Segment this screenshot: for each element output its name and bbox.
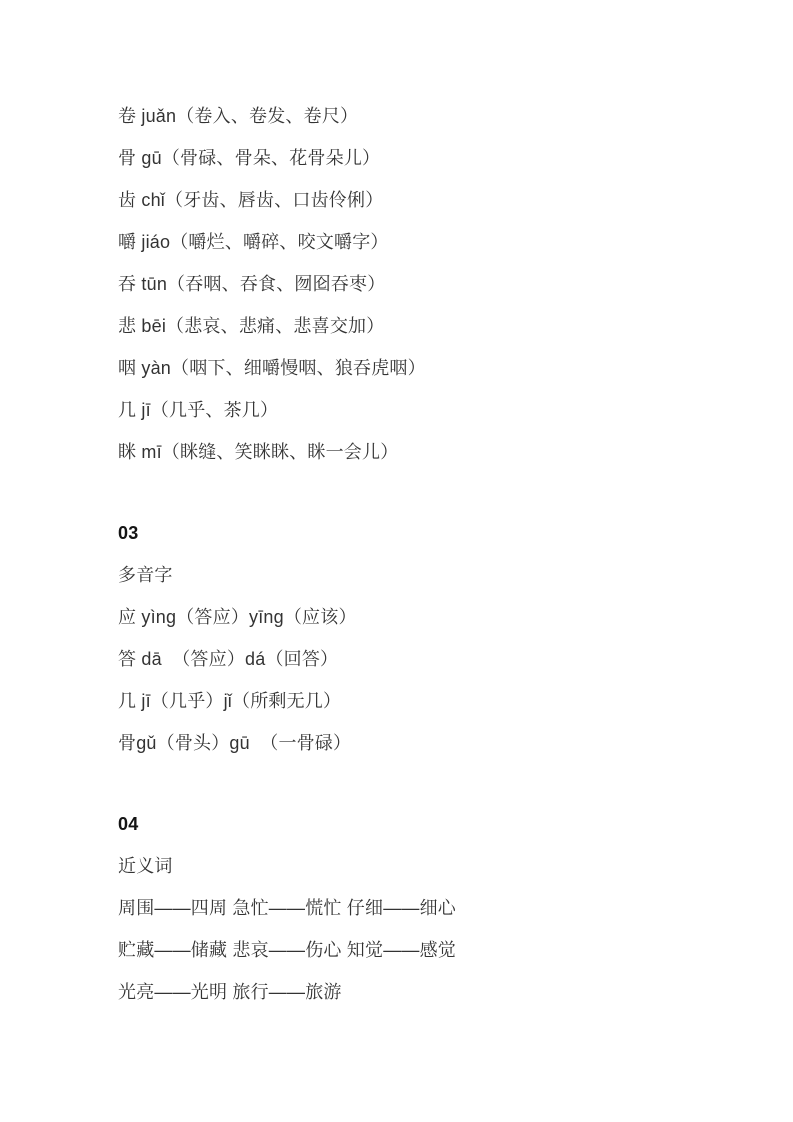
synonym-entry: 光亮——光明 旅行——旅游 <box>118 982 342 1002</box>
section-title: 多音字 <box>118 565 173 585</box>
polyphonic-entry: 骨gǔ（骨头）gū （一骨碌） <box>118 733 352 753</box>
section-title: 近义词 <box>118 856 173 876</box>
word-entry: 嚼 jiáo（嚼烂、嚼碎、咬文嚼字） <box>118 232 389 252</box>
word-entry: 几 jī（几乎、茶几） <box>118 400 279 420</box>
section-number: 04 <box>118 814 139 834</box>
word-entry: 齿 chǐ（牙齿、唇齿、口齿伶俐） <box>118 190 384 210</box>
document-content <box>118 95 753 1013</box>
word-entry: 悲 bēi（悲哀、悲痛、悲喜交加） <box>118 316 385 336</box>
word-entry: 卷 juǎn（卷入、卷发、卷尺） <box>118 106 359 126</box>
polyphonic-entry: 几 jī（几乎）jǐ（所剩无几） <box>118 691 342 711</box>
synonym-entry: 贮藏——储藏 悲哀——伤心 知觉——感觉 <box>118 940 457 960</box>
polyphonic-entry: 答 dā （答应）dá（回答） <box>118 649 339 669</box>
word-entry: 骨 gū（骨碌、骨朵、花骨朵儿） <box>118 148 381 168</box>
polyphonic-entry: 应 yìng（答应）yīng（应该） <box>118 607 357 627</box>
synonym-entry: 周围——四周 急忙——慌忙 仔细——细心 <box>118 898 457 918</box>
word-entry: 吞 tūn（吞咽、吞食、囫囵吞枣） <box>118 274 386 294</box>
section-03-polyphonic-characters <box>118 512 753 764</box>
word-entry: 眯 mī（眯缝、笑眯眯、眯一会儿） <box>118 442 399 462</box>
word-entry: 咽 yàn（咽下、细嚼慢咽、狼吞虎咽） <box>118 358 426 378</box>
word-list-section <box>118 95 753 473</box>
section-number: 03 <box>118 523 139 543</box>
section-04-synonyms <box>118 803 753 1013</box>
